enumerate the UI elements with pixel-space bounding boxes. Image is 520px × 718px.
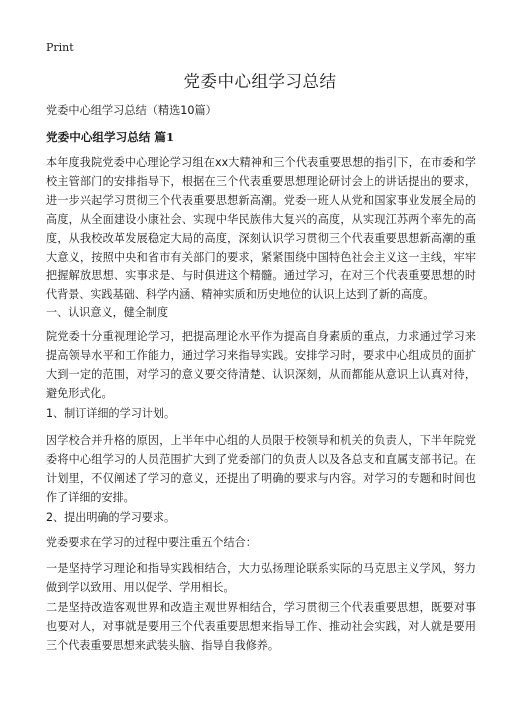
print-link[interactable]: Print (46, 41, 74, 54)
list-item-heading: 2、提出明确的学习要求。 (46, 511, 176, 524)
subsection-heading: 一、认识意义，健全制度 (46, 306, 169, 319)
section-heading: 党委中心组学习总结 篇1 (46, 130, 175, 144)
body-paragraph: 因学校合并升格的原因，上半年中心组的人员限于校领导和机关的负责人，下半年院党委将中心组学习的人员范围扩大到了党委部门的负责人以及各总支和直属支部书记。在计划里，不仅阐述了学习的意义，还提出了明确的要求与内容。对学习的专题和时间也作了详细的安排。 (46, 434, 476, 504)
document-subtitle: 党委中心组学习总结（精选10篇） (46, 104, 217, 117)
body-paragraph: 院党委十分重视理论学习，把提高理论水平作为提高自身素质的重点，力求通过学习来提高领导水平和工作能力，通过学习来指导实践。安排学习时，要求中心组成员的面扩大到一定的范围，对学习的意义要交待清楚、认识深刻，从而都能从意识上认真对待，避免形式化。 (46, 330, 476, 400)
body-paragraph: 本年度我院党委中心理论学习组在xx大精神和三个代表重要思想的指引下，在市委和学校主管部门的安排指导下，根据在三个代表重要思想理论研讨会上的讲话提出的要求，进一步兴起学习贯彻三个代表重要思想新高潮。党委一班人从党和国家事业发展全局的高度，从全面建设小康社会、实现中华民族伟大复兴的高度，从实现江苏两个率先的高度，从我校改革发展稳定大局的高度，深刻认识学习贯彻三个代表重要思想新高潮的重大意义，按照中央和省市有关部门的要求，紧紧围绕中国特色社会主义这一主线，牢牢把握解放思想、实事求是、与时俱进这个精髓。通过学习，在对三个代表重要思想的时代背景、实践基础、科学内涵、精神实质和历史地位的认识上达到了新的高度。 (46, 156, 476, 302)
body-paragraph: 二是坚持改造客观世界和改造主观世界相结合，学习贯彻三个代表重要思想，既要对事也要对人，对事就是要用三个代表重要思想来指导工作、推动社会实践，对人就是要用三个代表重要思想来武装头脑、指导自我修养。 (46, 601, 476, 652)
list-item-heading: 1、制订详细的学习计划。 (46, 407, 176, 420)
body-paragraph: 党委要求在学习的过程中要注重五个结合： (46, 536, 257, 549)
document-title: 党委中心组学习总结 (183, 72, 337, 91)
body-paragraph: 一是坚持学习理论和指导实践相结合，大力弘扬理论联系实际的马克思主义学风，努力做到学以致用、用以促学、学用相长。 (46, 562, 476, 594)
